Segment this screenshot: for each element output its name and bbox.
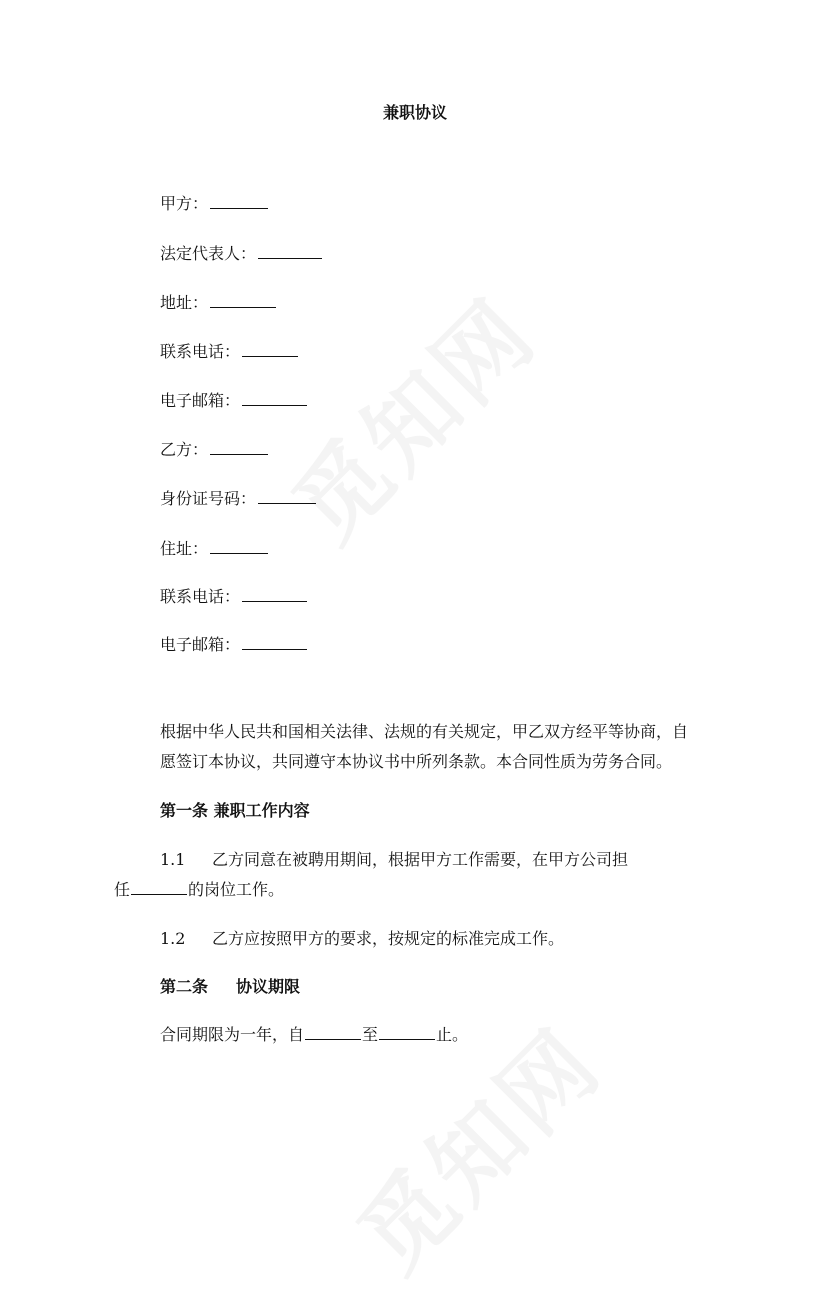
party-b-address-blank[interactable] bbox=[210, 535, 268, 554]
clause-1-2 bbox=[160, 926, 564, 949]
party-a-email-field bbox=[160, 387, 307, 413]
party-b-name-blank[interactable] bbox=[210, 436, 268, 455]
party-a-phone-field bbox=[160, 338, 298, 364]
party-a-name-label: 甲方： bbox=[160, 194, 209, 213]
document-title: 兼职协议 bbox=[382, 103, 447, 122]
party-a-name-blank[interactable] bbox=[210, 190, 268, 209]
clause-1-1-continued bbox=[114, 877, 284, 900]
party-b-email-label: 电子邮箱： bbox=[160, 635, 241, 654]
clause-1-1-number: 1.1 bbox=[160, 850, 186, 869]
article-1-heading: 第一条 兼职工作内容 bbox=[160, 801, 310, 820]
term-suffix: 止。 bbox=[436, 1025, 469, 1044]
clause-1-2-text: 乙方应按照甲方的要求，按规定的标准完成工作。 bbox=[212, 929, 565, 948]
term-clause bbox=[160, 1022, 468, 1045]
party-a-rep-blank[interactable] bbox=[258, 240, 322, 259]
party-b-email-field bbox=[160, 631, 307, 657]
party-b-address-label: 住址： bbox=[160, 539, 209, 558]
term-prefix: 合同期限为一年，自 bbox=[160, 1025, 305, 1044]
article-2-heading-title: 协议期限 bbox=[236, 977, 301, 996]
party-a-email-label: 电子邮箱： bbox=[160, 391, 241, 410]
party-a-rep-field bbox=[160, 240, 322, 266]
start-date-blank[interactable] bbox=[305, 1023, 361, 1040]
party-b-id-blank[interactable] bbox=[258, 485, 316, 504]
party-b-id-label: 身份证号码： bbox=[160, 489, 257, 508]
preamble-line-1: 根据中华人民共和国相关法律、法规的有关规定，甲乙双方经平等协商，自 bbox=[160, 722, 689, 741]
party-b-name-field bbox=[160, 436, 268, 462]
party-b-address-field bbox=[160, 535, 268, 561]
party-a-phone-blank[interactable] bbox=[242, 338, 298, 357]
party-a-name-field bbox=[160, 190, 268, 216]
party-b-phone-field bbox=[160, 583, 307, 609]
party-b-phone-blank[interactable] bbox=[242, 583, 307, 602]
clause-1-1 bbox=[160, 847, 628, 870]
party-a-address-blank[interactable] bbox=[210, 289, 276, 308]
preamble-line-2: 愿签订本协议，共同遵守本协议书中所列条款。本合同性质为劳务合同。 bbox=[160, 752, 673, 771]
party-b-phone-label: 联系电话： bbox=[160, 587, 241, 606]
article-2-heading-number: 第二条 bbox=[160, 977, 209, 996]
clause-1-1-text: 乙方同意在被聘用期间，根据甲方工作需要，在甲方公司担 bbox=[212, 850, 629, 869]
party-a-email-blank[interactable] bbox=[242, 387, 307, 406]
party-a-rep-label: 法定代表人： bbox=[160, 244, 257, 263]
party-b-email-blank[interactable] bbox=[242, 631, 307, 650]
clause-1-1-cont-prefix: 任 bbox=[114, 880, 131, 899]
party-a-phone-label: 联系电话： bbox=[160, 342, 241, 361]
party-a-address-label: 地址： bbox=[160, 293, 209, 312]
party-b-id-field bbox=[160, 485, 316, 511]
party-a-address-field bbox=[160, 289, 276, 315]
party-b-name-label: 乙方： bbox=[160, 440, 209, 459]
article-2-heading bbox=[160, 974, 300, 997]
position-blank[interactable] bbox=[131, 878, 187, 895]
clause-1-1-cont-suffix: 的岗位工作。 bbox=[188, 880, 285, 899]
watermark bbox=[256, 261, 574, 579]
clause-1-2-number: 1.2 bbox=[160, 929, 186, 948]
term-middle: 至 bbox=[362, 1025, 379, 1044]
end-date-blank[interactable] bbox=[379, 1023, 435, 1040]
